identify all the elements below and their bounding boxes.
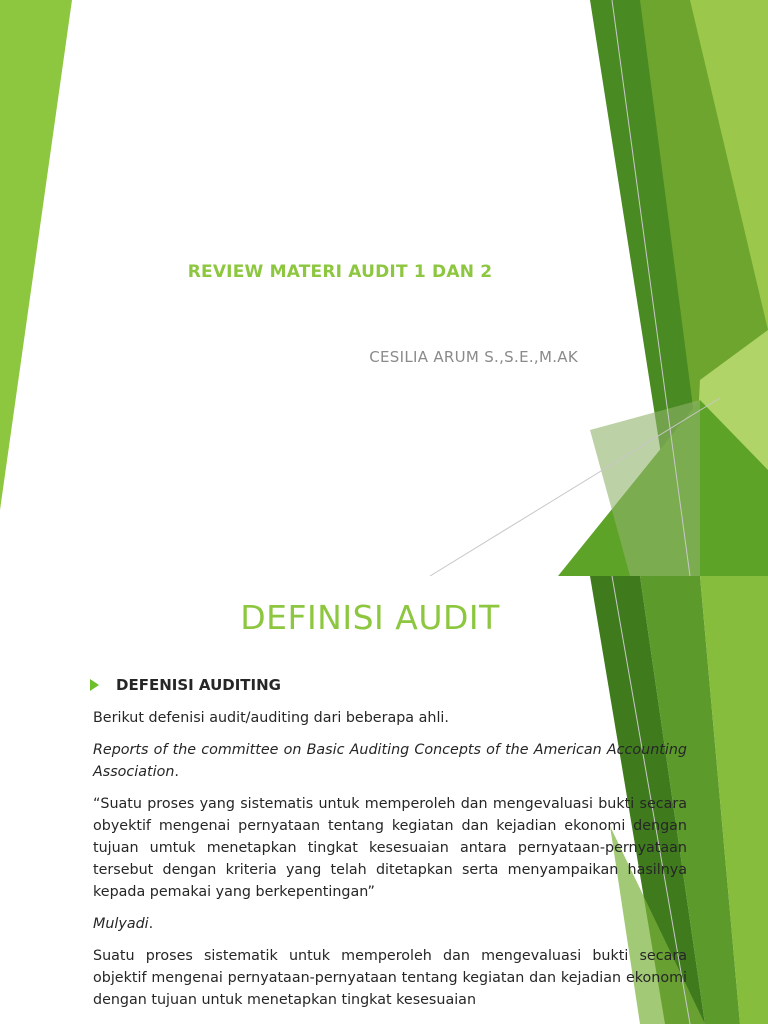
presenter-name: CESILIA ARUM S.,S.E.,M.AK bbox=[369, 348, 578, 366]
quote-paragraph: “Suatu proses yang sistematis untuk memperoleh dan mengevaluasi bukti secara obyektif mengenai pernyataan tentang kegiatan dan kejadian ekonomi dengan tujuan umtuk menetapkan tingkat kesesuaian antara pernyataan-pernyataan tersebut dengan kriteria yang telah ditetapkan serta menyampaikan hasilnya kepada pemakai yang berkepentingan” bbox=[93, 796, 687, 900]
intro-paragraph: Berikut defenisi audit/auditing dari beberapa ahli. bbox=[93, 710, 449, 726]
content-slide bbox=[0, 576, 768, 1024]
source-name: Mulyadi bbox=[93, 916, 149, 932]
presentation-title: REVIEW MATERI AUDIT 1 DAN 2 bbox=[187, 262, 493, 282]
definition-paragraph: Suatu proses sistematik untuk memperoleh dan mengevaluasi bukti secara objektif mengenai pernyataan-pernyataan tentang kegiatan dan kejadian ekonomi dengan tujuan untuk menetapkan tingkat kesesuaian bbox=[93, 948, 687, 1008]
bullet-heading: DEFENISI AUDITING bbox=[116, 676, 281, 694]
bullet-item bbox=[90, 676, 281, 694]
source-name: Reports of the committee on Basic Auditing Concepts of the American Accounting Association bbox=[93, 742, 687, 780]
source-suffix: . bbox=[174, 764, 179, 780]
slide-title: DEFINISI AUDIT bbox=[240, 598, 500, 637]
triangle-bullet-icon bbox=[90, 679, 99, 691]
source-suffix: . bbox=[148, 916, 154, 932]
slide-body bbox=[93, 707, 687, 1021]
source-paragraph bbox=[93, 739, 687, 783]
source-paragraph bbox=[93, 913, 687, 935]
